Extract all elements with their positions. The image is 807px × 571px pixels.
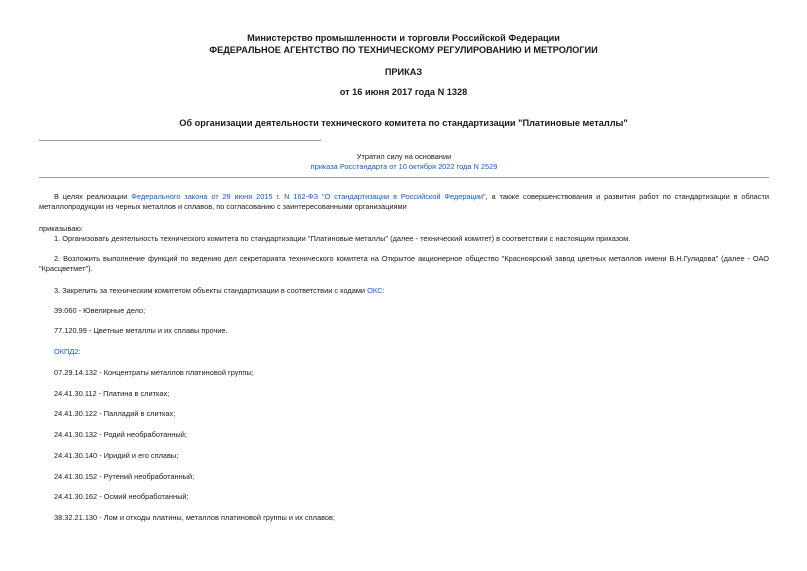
intro-paragraph <box>39 192 769 212</box>
oks-link[interactable]: ОКС <box>367 286 383 295</box>
status-note-text: Утратил силу на основании <box>356 152 452 161</box>
intro-suffix: , а также совершенствования и развития работ по стандартизации в области металлопродукции из черных металлов и сплавов, по согласованию с заинтересованными организациями <box>39 192 769 211</box>
okpd-heading-colon: : <box>78 347 81 356</box>
order-item-3 <box>39 286 769 296</box>
oks-code-item: 77.120.99 - Цветные металлы и их сплавы прочие. <box>54 326 228 335</box>
okpd-heading <box>54 347 81 357</box>
okpd2-link[interactable]: ОКПД2 <box>54 347 79 356</box>
oks-code-item: 39.060 - Ювелирные дело; <box>54 306 146 315</box>
okpd-code-item: 24.41.30.140 - Иридий и его сплавы; <box>54 451 179 460</box>
agency-title: ФЕДЕРАЛЬНОЕ АГЕНТСТВО ПО ТЕХНИЧЕСКОМУ РЕГУЛИРОВАНИЮ И МЕТРОЛОГИИ <box>209 45 598 55</box>
status-note-link-row <box>39 162 769 172</box>
divider-top <box>39 140 321 141</box>
document-type: ПРИКАЗ <box>384 67 423 77</box>
order-item-3-text: 3. Закрепить за техническим комитетом объекты стандартизации в соответствии с кодами <box>54 286 368 295</box>
okpd-code-item: 24.41.30.152 - Рутений необработанный; <box>54 472 195 481</box>
order-word: приказываю: <box>39 224 83 233</box>
okpd-code-item: 24.41.30.132 - Родий необработанный; <box>54 430 187 439</box>
document-subject: Об организации деятельности технического комитета по стандартизации "Платиновые металлы" <box>179 118 628 128</box>
okpd-code-item: 24.41.30.112 - Платина в слитках; <box>54 389 170 398</box>
okpd-code-item: 07.29.14.132 - Концентраты металлов платиновой группы; <box>54 368 254 377</box>
intro-prefix: В целях реализации <box>54 192 132 201</box>
ministry-title: Министерство промышленности и торговли Российской Федерации <box>247 33 560 43</box>
federal-law-link[interactable]: Федерального закона от 29 июня 2015 г. N 162-ФЗ "О стандартизации в Российской Федерации" <box>131 192 486 201</box>
document-date: от 16 июня 2017 года N 1328 <box>339 87 468 97</box>
order-item-1: 1. Организовать деятельность технического комитета по стандартизации "Платиновые металлы" (далее - технический комитет) в соответствии с настоящим приказом. <box>54 234 631 243</box>
okpd-code-item: 24.41.30.122 - Палладий в слитках; <box>54 409 176 418</box>
okpd-code-item: 38.32.21.130 - Лом и отходы платины, металлов платиновой группы и их сплавов; <box>54 513 336 522</box>
repeal-order-link[interactable]: приказа Росстандарта от 10 октября 2022 года N 2529 <box>310 162 498 171</box>
order-item-3-colon: : <box>382 286 385 295</box>
okpd-code-item: 24.41.30.162 - Осмий необработанный; <box>54 492 189 501</box>
divider-bottom <box>39 177 769 178</box>
order-item-2: 2. Возложить выполнение функций по ведению дел секретариата технического комитета на Открытое акционерное общество "Красноярский завод цветных металлов имени В.Н.Гулидова" (далее - ОАО "Красцветмет"). <box>39 254 769 273</box>
